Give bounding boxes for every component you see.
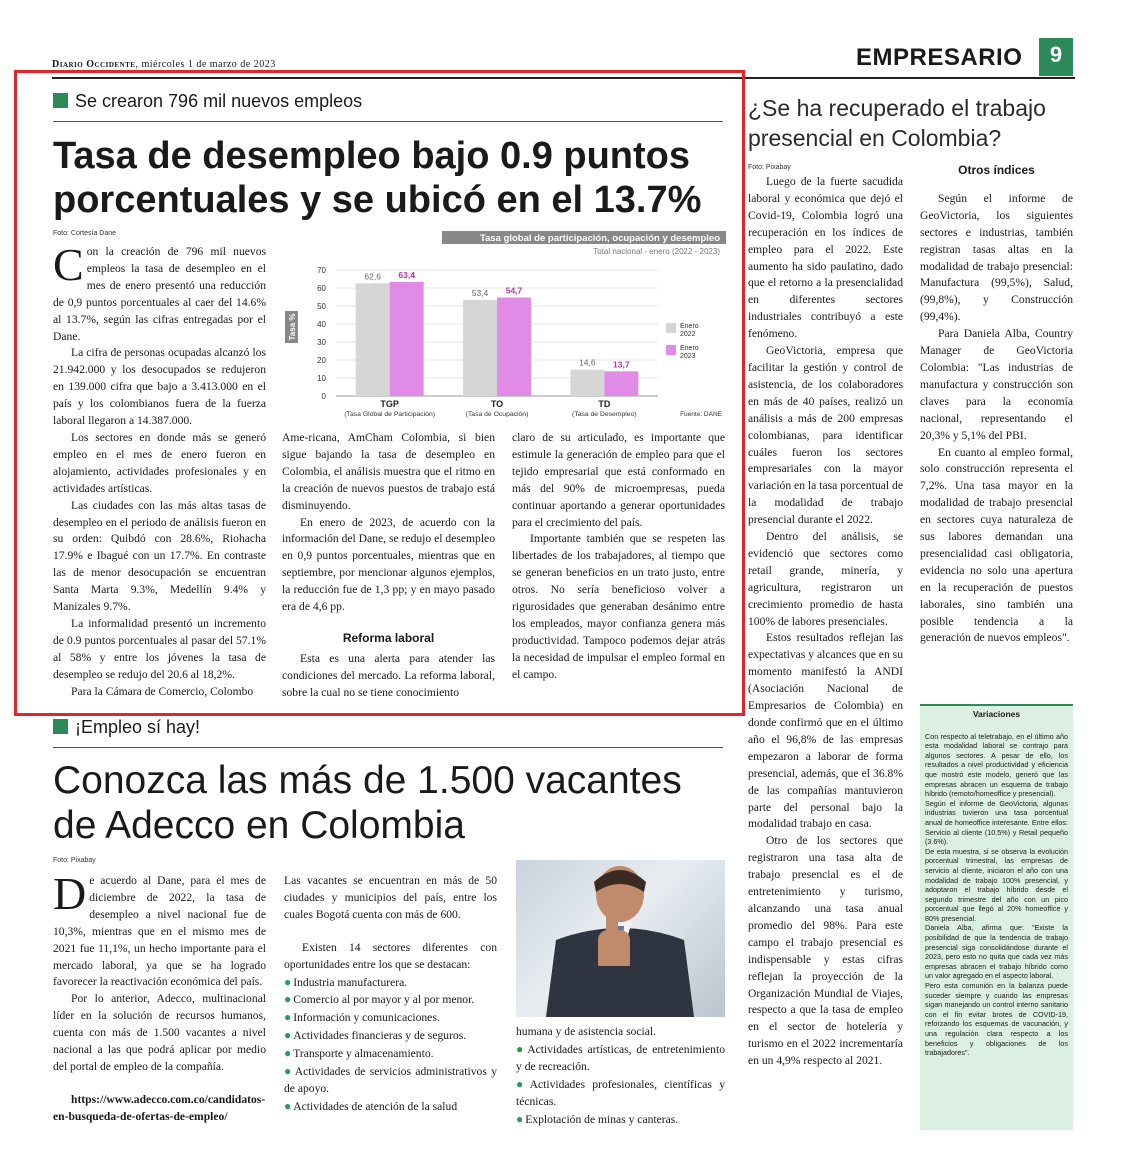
bar-value-label: 63,4: [398, 269, 415, 280]
list-item: [284, 1009, 497, 1027]
x-category-label: TD: [598, 399, 611, 409]
businessman-thumbs-up-icon: [516, 860, 725, 1017]
chart-subtitle: Total nacional - enero (2022 - 2023): [593, 247, 720, 256]
bar: [570, 370, 604, 396]
businessman-photo: [516, 860, 725, 1017]
x-category-label: TO: [490, 399, 504, 409]
paragraph: Las vacantes se encuentran en más de 50 ciudades y municipios del país, entre los cuales Bogotá cuenta con más de 600.: [284, 874, 497, 921]
bar: [497, 298, 531, 396]
list-item-text: Actividades artísticas, de entretenimiento y de recreación.: [516, 1042, 725, 1073]
article1-headline: Tasa de desempleo bajo 0.9 puntos porcentuales y se ubicó en el 13.7%: [53, 135, 702, 221]
paragraph: Existen 14 sectores diferentes con oportunidades entre los que se destacan:: [284, 940, 497, 971]
y-tick-label: 70: [317, 266, 326, 275]
list-item: [284, 1098, 497, 1116]
bullet-icon: ●: [516, 1041, 526, 1056]
adecco-url[interactable]: https://www.adecco.com.co/candidatos-en-busqueda-de-ofertas-de-empleo/: [53, 1092, 266, 1123]
y-tick-label: 10: [317, 374, 326, 383]
paragraph: La informalidad presentó un incremento de 0.9 puntos porcentuales al pasar del 57.1% al 58% y entre los jóvenes la tasa de desempleo se redujo del 20.6 al 18,2%.: [53, 616, 266, 681]
list-item-text: Actividades financieras y de seguros.: [293, 1029, 467, 1043]
article3-photo-credit: Foto: Pixabay: [748, 164, 791, 171]
article2-kicker-rule: [53, 747, 723, 748]
variaciones-box: [920, 704, 1073, 1130]
list-item-text: Actividades de servicios administrativos y de apoyo.: [284, 1065, 497, 1095]
chart-title: Tasa global de participación, ocupación y desempleo: [479, 233, 720, 244]
paragraph: La cifra de personas ocupadas alcanzó los 21.942.000 y los desocupados se redujeron en 139.000 cifra que bajo a 3.413.000 en el país y los colombianos fuera de la fuerza laboral llegaron a 14.387.000.: [53, 346, 266, 428]
paragraph: Según el informe de GeoVictoria, los siguientes sectores e industrias, también registran tasas altas en la modalidad de trabajo presencial: Manufactura (99,5%), Salud, (99,8%), y Construcción (99,4%).: [920, 191, 1073, 324]
list-item: [284, 974, 497, 992]
section-title: EMPRESARIO: [856, 44, 1023, 71]
paragraph: GeoVictoria, empresa que facilitar la gestión y control de asistencia, de los colaboradores en más de 40 países, realizó un análisis a más de 200 empresas colombianas, para identificar cuáles fueron los sectores empresariales con la mayor variación en la tasa porcentual de la modalidad de trabajo presencial durante el 2022.: [748, 344, 903, 527]
paragraph: Ame-ricana, AmCham Colombia, si bien sigue bajando la tasa de desempleo en Colombia, el análisis muestra que el ritmo en la creación de nuevos puestos de trabajo está disminuyendo.: [282, 431, 495, 512]
paragraph: Estos resultados reflejan las expectativas y alcances que en su momento manifestó la ANDI (Asociación Nacional de Empresarios de Colombia) en donde confirmó que en el último año el 96,8% de las empresas empezaron a laborar de forma presencial, además, que el 36.8% de las compañías mantuvieron parte del personal bajo la modalidad trabajo en casa.: [748, 631, 903, 831]
paragraph: En cuanto al empleo formal, solo construcción representa el 7,2%. Una tasa mayor en la modalidad de trabajo presencial en sectores cuya naturaleza de sus labores demandan una presencialidad casi obligatoria, evidencia no solo una apertura en la recuperación de puestos laborales, sino también una posible tendencia a la generación de nuevos empleos".: [920, 445, 1073, 645]
article3-subheading: Otros índices: [958, 163, 1035, 177]
legend-label: Enero: [680, 345, 699, 352]
paragraph: En enero de 2023, de acuerdo con la información del Dane, se redujo el desempleo en 0,9 puntos porcentuales, mientras que en septiembre, por mencionar algunos ejemplos, la reducción fue de 1,3 pp; y en mayo pasado era de 4,6 pp.: [282, 515, 495, 614]
article1-kicker-rule: [53, 121, 723, 122]
list-item: [516, 1076, 725, 1111]
bar-value-label: 54,7: [505, 285, 523, 296]
bullet-icon: ●: [516, 1111, 524, 1126]
masthead-paper: [52, 59, 276, 70]
article1-photo-credit: Foto: Cortesía Dane: [53, 230, 117, 237]
article1-kicker-text: Se crearon 796 mil nuevos empleos: [75, 91, 363, 111]
x-category-sublabel: (Tasa de Desempleo): [572, 411, 637, 418]
article2-col2: [284, 873, 497, 1116]
paragraph: Por lo anterior, Adecco, multinacional líder en la solución de recursos humanos, cuenta con más de 1.500 vacantes a nivel nacional a las que podrá aplicar por medio del portal de empleo de la compañía.: [53, 992, 266, 1073]
legend-swatch: [666, 323, 676, 333]
bar-value-label: 13,7: [613, 359, 630, 370]
x-category-sublabel: (Tasa Global de Participación): [344, 411, 436, 418]
bar-value-label: 62,6: [364, 271, 381, 282]
legend-label: Enero: [680, 323, 699, 330]
paragraph: on la creación de 796 mil nuevos empleos la tasa de desempleo en el mes de enero presentó una reducción de 0,9 puntos porcentuales al caer del 14.6% al 13.7%, según las cifras entregadas por el Dane.: [53, 245, 266, 343]
list-item: [284, 1063, 497, 1098]
list-item: [516, 1111, 725, 1129]
legend-label: 2022: [680, 331, 696, 338]
paragraph: Daniela Alba, afirma que: "Existe la posibilidad de que la tendencia de trabajo presencial siga consolidándose durante el 2023, pero esto no quita que cada vez más empresas abracen el trabajo híbrido como un valor agregado en el aspecto laboral.: [925, 923, 1068, 981]
bullet-icon: ●: [284, 1028, 292, 1043]
y-tick-label: 50: [317, 302, 326, 311]
paragraph: Otro de los sectores que registraron una tasa alta de trabajo presencial es el de entretenimiento y turismo, alcanzando una tasa anual promedio del 98%. Para este campo el trabajo presencial es indispensable y estas cifras reflejan la proyección de la Organización Mundial de Viajes, respecto a que la tasa de empleo en el sector de hotelería y turismo en el 2022 incrementaría en un 4,9% respecto al 2021.: [748, 834, 903, 1068]
list-item-text: Industria manufacturera.: [293, 975, 408, 989]
y-tick-label: 60: [317, 284, 326, 293]
bullet-icon: ●: [284, 1046, 292, 1061]
list-item-text: Comercio al por mayor y al por menor.: [293, 993, 475, 1007]
paragraph: humana y de asistencia social.: [516, 1025, 657, 1038]
issue-date: , miércoles 1 de marzo de 2023: [135, 59, 276, 70]
paragraph: Para Daniela Alba, Country Manager de GeoVictoria Colombia: "Las industrias de manufactura y construcción son claves para la economía nacional, representando el 20,3% y 5,1% del PBI.: [920, 327, 1073, 442]
article1-col1: [53, 239, 266, 700]
list-item-text: Explotación de minas y canteras.: [525, 1112, 679, 1126]
x-category-sublabel: (Tasa de Ocupación): [465, 411, 529, 418]
paragraph: Pero esta comunión en la balanza puede suceder siempre y cuando las empresas sigan manejando un control interno sanitario con el fin evitar brotes de COVID-19, reforzando los esquemas de vacunación, y una regulación clara respecto a los beneficios y obligaciones de los trabajadores".: [925, 981, 1068, 1058]
bullet-icon: ●: [284, 974, 292, 989]
article3-col1: [748, 174, 903, 1070]
page-number: 9: [1039, 38, 1073, 76]
bullet-icon: ●: [284, 1064, 293, 1079]
sector-list: [516, 1041, 725, 1129]
bar: [390, 282, 424, 396]
list-item: [284, 1045, 497, 1063]
bullet-icon: ●: [284, 1098, 292, 1113]
y-tick-label: 0: [321, 392, 326, 401]
article1-kicker: [53, 91, 362, 112]
y-tick-label: 40: [317, 320, 326, 329]
bar-value-label: 14,6: [579, 357, 596, 368]
article2-dropcap: D: [53, 868, 87, 919]
paragraph: Las ciudades con las más altas tasas de desempleo en el periodo de análisis fueron en su orden: Quibdó con 28.6%, Riohacha 17.9% e Ibagué con un 17.7%. En contraste las de menor desocupación se encuentran Santa Marta 9.3%, Medellín 9.4% y Manizales 9.7%.: [53, 498, 266, 614]
list-item-text: Información y comunicaciones.: [293, 1011, 440, 1025]
article1-col2: [282, 430, 495, 702]
article1-dropcap: C: [53, 239, 84, 290]
list-item: [516, 1041, 725, 1076]
list-item-text: Actividades de atención de la salud: [293, 1099, 458, 1113]
paragraph: De esta muestra, si se observa la evolución porcentual trimestral, las empresas de servicio al cliente, iniciaron el año con una modalidad de trabajo 100% presencial, y adoptaron el trabajo híbrido desde el segundo trimestre del año con un pico porcentual que llegó al 20% homeoffice y 80% presencial.: [925, 846, 1068, 923]
x-category-label: TGP: [380, 399, 399, 409]
article2-kicker: [53, 717, 200, 738]
kicker-square-icon: [53, 93, 68, 108]
bullet-icon: ●: [284, 1010, 292, 1025]
chart-svg: [282, 231, 726, 426]
chart: [282, 231, 726, 426]
paragraph: Luego de la fuerte sacudida laboral y económica que dejó el Covid-19, Colombia logró una recuperación en los índices de empleo para el 2022. Este aumento ha sido paulatino, dado que el retorno a la presencialidad en diferentes sectores industriales contribuyó a este fenómeno.: [748, 175, 903, 341]
article2-col1: [53, 868, 266, 1126]
variaciones-title: Variaciones: [972, 709, 1021, 719]
bar: [604, 371, 638, 396]
paragraph: claro de su articulado, es importante que estimule la generación de empleo para que el tejido empresarial que está conformado en más del 90% de microempresas, pueda continuar aportando a generar oportunidades para el crecimiento del país.: [512, 431, 725, 529]
bar: [356, 283, 390, 396]
list-item-text: Transporte y almacenamiento.: [293, 1047, 434, 1061]
y-tick-label: 20: [317, 356, 326, 365]
paragraph: Los sectores en donde más se generó empleo en el mes de enero fueron en alojamiento, actividades profesionales y en actividades artísticas.: [53, 430, 266, 495]
paragraph: Dentro del análisis, se evidenció que sectores como retail grande, minería, y agricultura, registraron un crecimiento promedio de hasta 100% de labores presenciales.: [748, 530, 903, 628]
paragraph: Con respecto al teletrabajo, en el último año esta modalidad laboral se contrajo para algunos sectores. A pesar de ello, los resultados a nivel productividad y eficiencia que mostró este modelo, generó que las empresas abracen un esquema de trabajo híbrido (remoto/homeoffice y presencial).: [925, 731, 1068, 799]
paper-name: Diario Occidente: [52, 59, 136, 70]
article3-col2: [920, 162, 1073, 647]
bar-value-label: 53,4: [471, 287, 489, 298]
article2-col3: [516, 1024, 725, 1128]
article1-subheading: Reforma laboral: [342, 630, 435, 645]
paragraph: Esta es una alerta para atender las condiciones del mercado. La reforma laboral, sobre la cual no se tiene conocimiento: [282, 651, 495, 699]
paragraph: Para la Cámara de Comercio, Colombo: [71, 684, 254, 698]
article1-col3: [512, 430, 725, 684]
paragraph: e acuerdo al Dane, para el mes de diciembre de 2022, la tasa de desempleo a nivel nacional fue de 10,3%, mientras que en el mismo mes de 2021 fue 11,1%, un hecho importante para el mercado laboral, ya que se ha logrado favorecer la reactivación económica del país.: [53, 874, 266, 989]
chart-source: Fuente: DANE: [680, 411, 722, 418]
article2-photo-credit: Foto: Pixabay: [53, 857, 96, 864]
article3-headline: ¿Se ha recuperado el trabajo presencial en Colombia?: [748, 95, 1046, 151]
y-axis-label: Tasa %: [288, 313, 297, 341]
paragraph: Según el informe de GeoVictoria, algunas industrias tuvieron una tasa porcentual anual de homeoffice interesante. Entre ellos: Servicio al cliente (10.5%) y Retail pequeño (3.6%).: [925, 798, 1068, 847]
list-item: [284, 991, 497, 1009]
bullet-icon: ●: [516, 1076, 528, 1091]
kicker-square-icon: [53, 719, 68, 734]
y-tick-label: 30: [317, 338, 326, 347]
list-item: [284, 1027, 497, 1045]
bullet-icon: ●: [284, 992, 292, 1007]
article2-kicker-text: ¡Empleo sí hay!: [75, 717, 201, 737]
sector-list: [284, 974, 497, 1116]
bar: [463, 300, 497, 396]
legend-label: 2023: [680, 353, 696, 360]
list-item-text: Actividades profesionales, científicas y técnicas.: [516, 1077, 726, 1108]
legend-swatch: [666, 345, 676, 355]
article2-headline: Conozca las más de 1.500 vacantes de Adecco en Colombia: [53, 759, 682, 847]
paragraph: Importante también que se respeten las libertades de los trabajadores, al tiempo que se generan beneficios en un trato justo, entre otros. No sería beneficioso volver a rigurosidades que generaban desánimo entre los empleados, mayor confianza genera más productividad. Tampoco podemos dejar atrás la necesidad de impulsar el empleo formal en el campo.: [512, 532, 725, 681]
